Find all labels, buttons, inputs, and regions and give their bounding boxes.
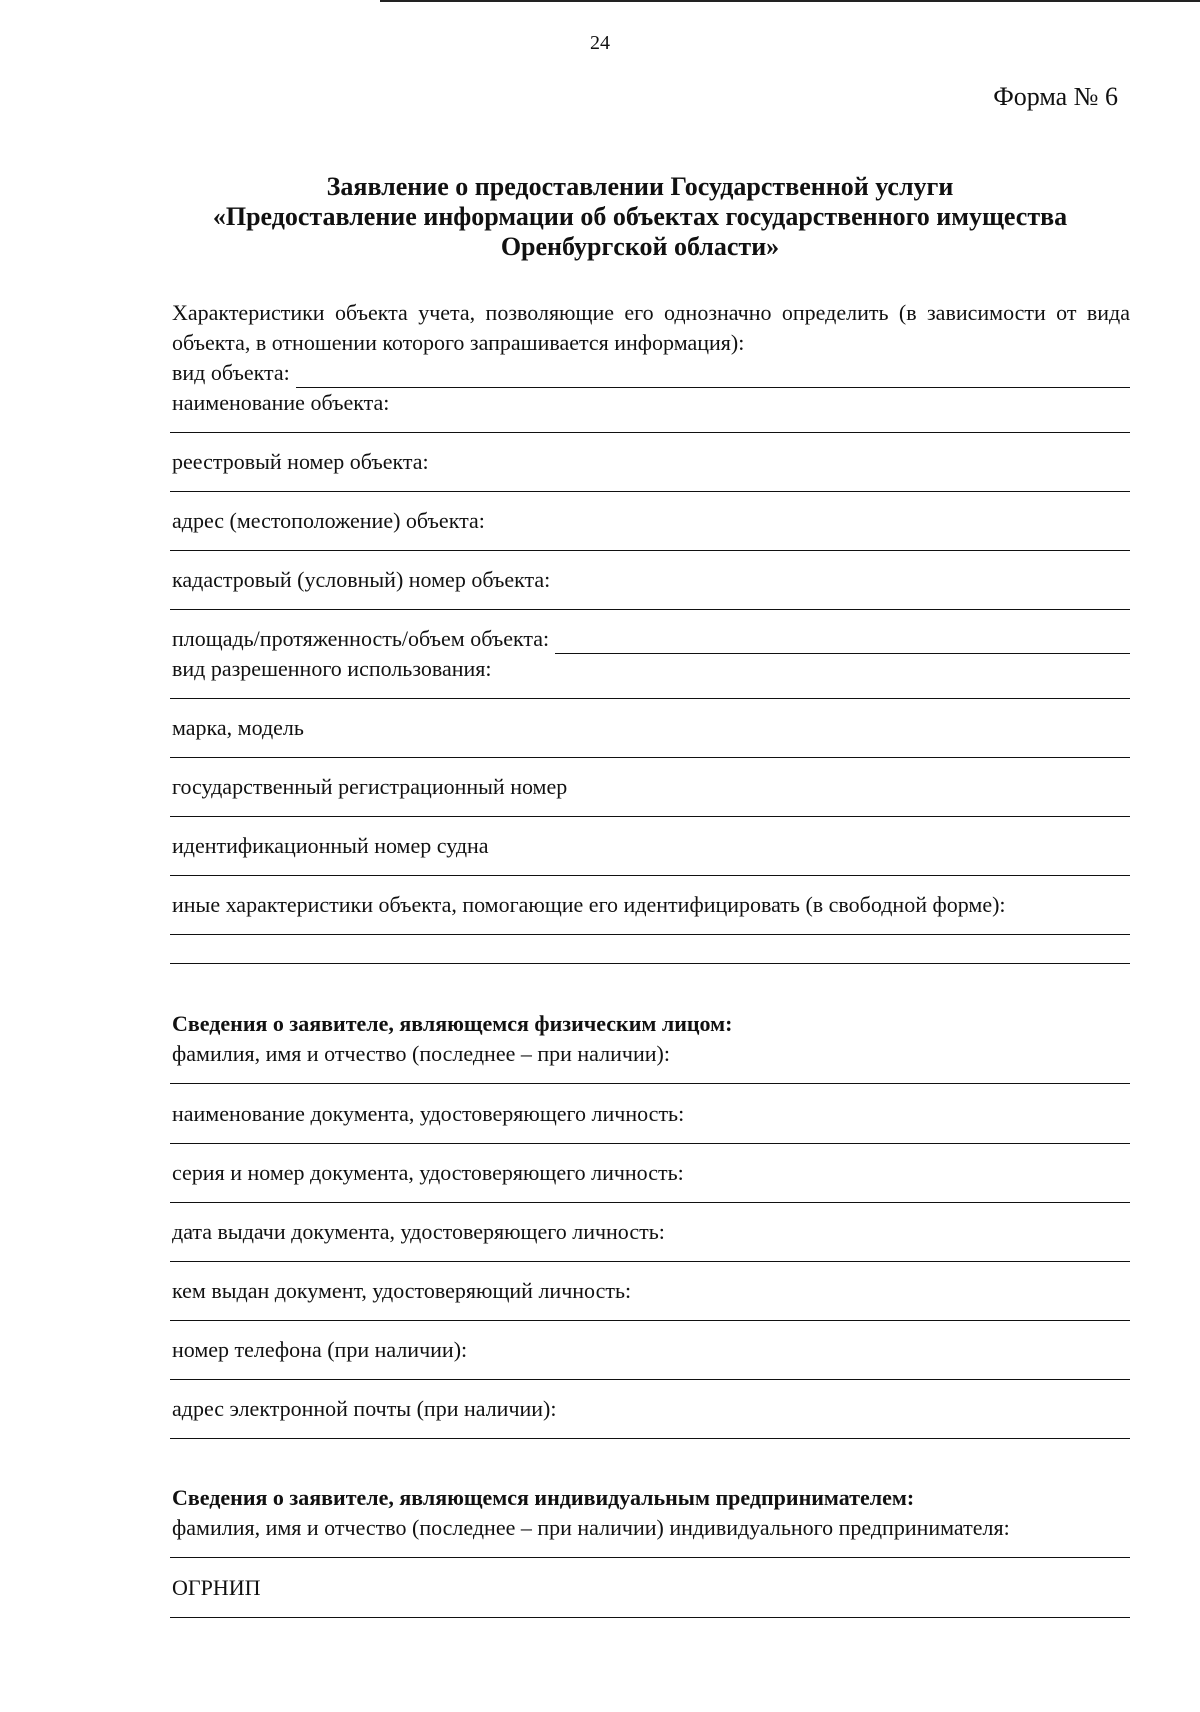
entrepreneur-full-name-row <box>172 1543 1130 1573</box>
brand-model-label: марка, модель <box>172 715 304 740</box>
object-address-field[interactable] <box>170 550 1130 551</box>
entrepreneur-full-name-field[interactable] <box>170 1557 1130 1558</box>
registry-number-field[interactable] <box>170 491 1130 492</box>
entrepreneur-full-name-label: фамилия, имя и отчество (последнее – при наличии) индивидуального предпринимателя: <box>172 1515 1010 1540</box>
cadastral-number-field[interactable] <box>170 609 1130 610</box>
object-name-label: наименование объекта: <box>172 390 390 415</box>
cadastral-number-row <box>172 565 1130 624</box>
state-reg-number-row <box>172 772 1130 831</box>
other-characteristics-field-2[interactable] <box>170 963 1130 964</box>
permitted-use-label: вид разрешенного использования: <box>172 656 492 681</box>
vessel-id-row <box>172 831 1130 890</box>
object-type-field[interactable] <box>296 365 1130 388</box>
id-doc-name-row <box>172 1099 1130 1158</box>
id-doc-number-field[interactable] <box>170 1202 1130 1203</box>
object-intro-text: Характеристики объекта учета, позволяющие его однозначно определить (в зависимости от вида объекта, в отношении которого запрашивается информация): <box>172 300 1130 355</box>
object-area-field[interactable] <box>555 631 1130 654</box>
id-doc-date-field[interactable] <box>170 1261 1130 1262</box>
title-line-2: «Предоставление информации об объектах государственного имущества <box>212 202 1068 231</box>
title-line-3: Оренбургской области» <box>500 232 780 261</box>
id-doc-name-field[interactable] <box>170 1143 1130 1144</box>
page-number: 24 <box>590 32 610 54</box>
email-field[interactable] <box>170 1438 1130 1439</box>
ogrnip-field[interactable] <box>170 1617 1130 1618</box>
state-reg-number-label: государственный регистрационный номер <box>172 774 568 799</box>
object-area-label: площадь/протяженность/объем объекта: <box>172 626 550 651</box>
email-label: адрес электронной почты (при наличии): <box>172 1396 557 1421</box>
object-area-row <box>172 624 1130 654</box>
object-name-field[interactable] <box>170 432 1130 433</box>
phone-field[interactable] <box>170 1379 1130 1380</box>
id-doc-issuer-field[interactable] <box>170 1320 1130 1321</box>
state-reg-number-field[interactable] <box>170 816 1130 817</box>
object-address-label: адрес (местоположение) объекта: <box>172 508 485 533</box>
id-doc-date-row <box>172 1217 1130 1276</box>
brand-model-field[interactable] <box>170 757 1130 758</box>
registry-number-row <box>172 447 1130 506</box>
vessel-id-field[interactable] <box>170 875 1130 876</box>
form-title <box>160 172 1120 262</box>
ogrnip-row <box>172 1573 1130 1632</box>
other-characteristics-row <box>172 890 1130 949</box>
id-doc-issuer-row <box>172 1276 1130 1335</box>
other-characteristics-field-1[interactable] <box>170 934 1130 935</box>
title-line-1: Заявление о предоставлении Государственной услуги <box>326 172 954 201</box>
individual-full-name-row <box>172 1069 1130 1099</box>
form-number: Форма № 6 <box>993 82 1118 111</box>
object-name-row <box>172 388 1130 447</box>
id-doc-number-row <box>172 1158 1130 1217</box>
other-characteristics-row-2 <box>172 949 1130 979</box>
object-address-row <box>172 506 1130 565</box>
individual-section-heading: Сведения о заявителе, являющемся физическим лицом: <box>172 1011 733 1036</box>
id-doc-name-label: наименование документа, удостоверяющего личность: <box>172 1101 685 1126</box>
ogrnip-label: ОГРНИП <box>172 1575 261 1600</box>
cadastral-number-label: кадастровый (условный) номер объекта: <box>172 567 551 592</box>
permitted-use-row <box>172 654 1130 713</box>
object-type-row <box>172 358 1130 388</box>
id-doc-issuer-label: кем выдан документ, удостоверяющий личность: <box>172 1278 632 1303</box>
entrepreneur-section-heading: Сведения о заявителе, являющемся индивидуальным предпринимателем: <box>172 1485 915 1510</box>
registry-number-label: реестровый номер объекта: <box>172 449 429 474</box>
permitted-use-field[interactable] <box>170 698 1130 699</box>
phone-row <box>172 1335 1130 1394</box>
email-row <box>172 1394 1130 1453</box>
phone-label: номер телефона (при наличии): <box>172 1337 468 1362</box>
other-characteristics-label: иные характеристики объекта, помогающие его идентифицировать (в свободной форме): <box>172 892 1006 917</box>
object-type-label: вид объекта: <box>172 360 290 385</box>
top-edge-line <box>380 0 1200 2</box>
vessel-id-label: идентификационный номер судна <box>172 833 489 858</box>
id-doc-number-label: серия и номер документа, удостоверяющего личность: <box>172 1160 684 1185</box>
individual-full-name-field[interactable] <box>170 1083 1130 1084</box>
brand-model-row <box>172 713 1130 772</box>
individual-full-name-label: фамилия, имя и отчество (последнее – при наличии): <box>172 1041 670 1066</box>
id-doc-date-label: дата выдачи документа, удостоверяющего личность: <box>172 1219 665 1244</box>
form-body <box>172 298 1130 1632</box>
